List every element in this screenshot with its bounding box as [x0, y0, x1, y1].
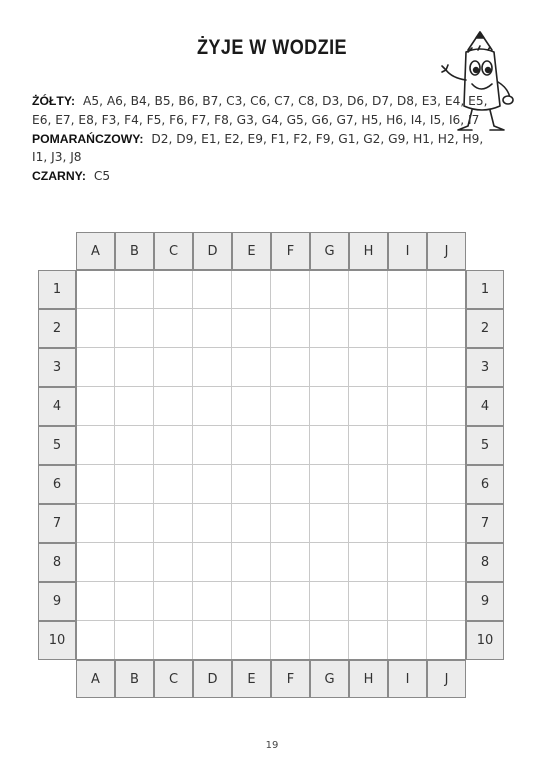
column-header-bottom: C — [154, 660, 193, 698]
cell-list-orange: D2, D9, E1, E2, E9, F1, F2, F9, G1, G2, G9, H1, H2, H9, I1, J3, J8 — [32, 131, 484, 165]
column-header-top: D — [193, 232, 232, 270]
column-header-bottom: D — [193, 660, 232, 698]
row-header-right: 10 — [466, 621, 504, 660]
row-header-right: 8 — [466, 543, 504, 582]
instruction-yellow — [32, 92, 502, 130]
color-label-yellow: ŻÓŁTY: — [32, 94, 76, 108]
row-header-right: 6 — [466, 465, 504, 504]
column-header-bottom: H — [349, 660, 388, 698]
column-header-top: F — [271, 232, 310, 270]
color-label-black: CZARNY: — [32, 169, 86, 184]
color-label-orange: POMARAŃCZOWY: — [32, 131, 144, 146]
instruction-black — [32, 167, 502, 186]
column-header-top: A — [76, 232, 115, 270]
grid-border — [76, 270, 466, 660]
row-header-left: 4 — [38, 387, 76, 426]
cell-list-black: C5 — [93, 169, 111, 184]
cell-list-yellow: A5, A6, B4, B5, B6, B7, C3, C6, C7, C8, D3, D6, D7, D8, E3, E4, E5, E6, E7, E8, F3, F4, F5, F6, F7, F8, G3, G4, G5, G6, G7, H5, H6, I4, I5, I6, I7 — [32, 94, 488, 127]
row-header-left: 1 — [38, 270, 76, 309]
row-header-left: 5 — [38, 426, 76, 465]
column-header-top: J — [427, 232, 466, 270]
row-header-left: 2 — [38, 309, 76, 348]
column-header-bottom: E — [232, 660, 271, 698]
row-header-right: 2 — [466, 309, 504, 348]
instruction-orange — [32, 130, 502, 168]
column-header-bottom: J — [427, 660, 466, 698]
column-header-top: H — [349, 232, 388, 270]
column-header-top: E — [232, 232, 271, 270]
column-header-top: C — [154, 232, 193, 270]
row-header-right: 9 — [466, 582, 504, 621]
column-header-bottom: B — [115, 660, 154, 698]
row-header-left: 3 — [38, 348, 76, 387]
row-header-left: 6 — [38, 465, 76, 504]
row-header-left: 10 — [38, 621, 76, 660]
column-header-top: G — [310, 232, 349, 270]
row-header-right: 1 — [466, 270, 504, 309]
row-header-right: 4 — [466, 387, 504, 426]
page-title: ŻYJE W WODZIE — [196, 36, 348, 59]
coloring-instructions — [32, 92, 502, 186]
row-header-right: 3 — [466, 348, 504, 387]
column-header-bottom: F — [271, 660, 310, 698]
column-header-bottom: I — [388, 660, 427, 698]
column-header-top: I — [388, 232, 427, 270]
row-header-right: 7 — [466, 504, 504, 543]
row-header-right: 5 — [466, 426, 504, 465]
row-header-left: 8 — [38, 543, 76, 582]
row-header-left: 9 — [38, 582, 76, 621]
row-header-left: 7 — [38, 504, 76, 543]
column-header-top: B — [115, 232, 154, 270]
page-number: 19 — [265, 740, 279, 751]
column-header-bottom: G — [310, 660, 349, 698]
column-header-bottom: A — [76, 660, 115, 698]
